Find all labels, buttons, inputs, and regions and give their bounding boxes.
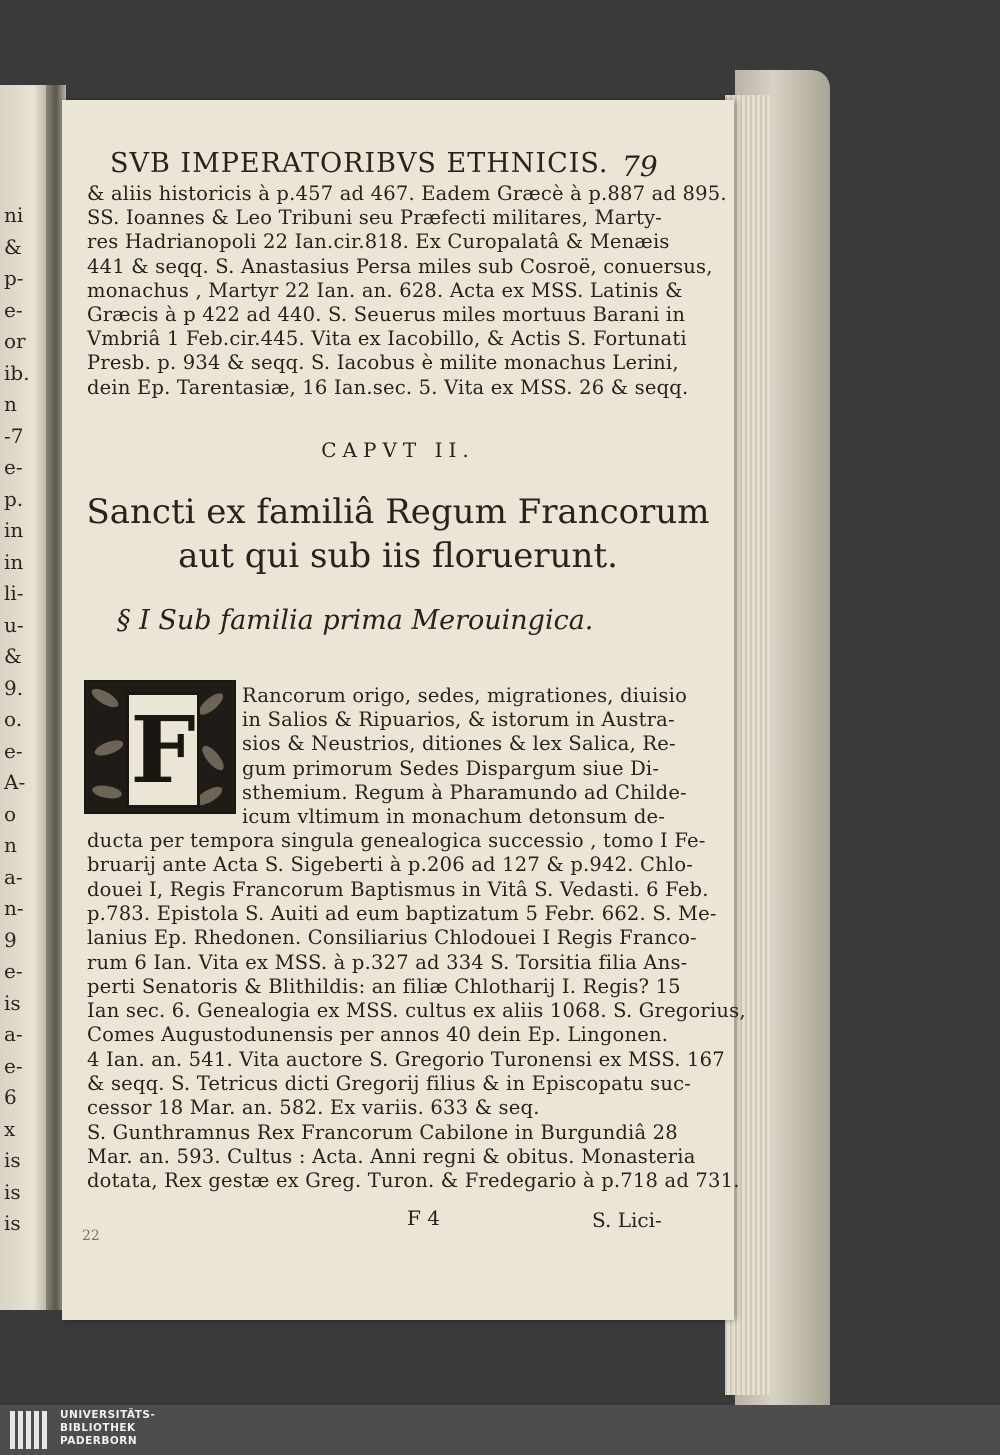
left-page-text-fragment: a- bbox=[4, 1022, 23, 1046]
left-page-text-fragment: a- bbox=[4, 864, 23, 889]
left-page-fragment bbox=[0, 85, 48, 1310]
left-page-text-fragment: li- bbox=[4, 581, 24, 605]
left-page-text-fragment: in bbox=[4, 549, 24, 574]
left-page-text-fragment: p. bbox=[4, 486, 24, 511]
text-line: Vmbriâ 1 Feb.cir.445. Vita ex Iacobillo, & Actis S. Fortunati bbox=[87, 327, 687, 351]
text-line: res Hadrianopoli 22 Ian.cir.818. Ex Curopalatâ & Menæis bbox=[87, 230, 670, 254]
sheet-mark: 22 bbox=[82, 1228, 100, 1244]
text-line: ducta per tempora singula genealogica successio , tomo I Fe- bbox=[87, 829, 706, 852]
initial-text-line: icum vltimum in monachum detonsum de- bbox=[242, 805, 666, 828]
left-page-text-fragment: is bbox=[4, 1179, 21, 1204]
drop-initial-letter: F bbox=[126, 692, 200, 808]
text-line: & aliis historicis à p.457 ad 467. Eadem Græcè à p.887 ad 895. bbox=[87, 182, 727, 205]
chapter-title-line-1: Sancti ex familiâ Regum Francorum bbox=[86, 492, 710, 532]
left-page-text-fragment: p- bbox=[4, 266, 24, 290]
book-page bbox=[62, 100, 746, 1320]
text-line: douei I, Regis Francorum Baptismus in Vitâ S. Vedasti. 6 Feb. bbox=[87, 877, 709, 901]
left-page-text-fragment: -7 bbox=[4, 423, 24, 448]
initial-text-line: Rancorum origo, sedes, migrationes, diuisio bbox=[242, 684, 688, 707]
left-page-text-fragment: is bbox=[4, 1148, 21, 1172]
text-line: Græcis à p 422 ad 440. S. Seuerus miles mortuus Barani in bbox=[87, 303, 686, 326]
signature-mark: F 4 bbox=[407, 1206, 440, 1230]
text-line: perti Senatoris & Blithildis: an filiæ Chlotharij I. Regis? 15 bbox=[87, 974, 681, 998]
section-heading: § I Sub familia prima Merouingica. bbox=[117, 605, 594, 636]
text-line: Comes Augustodunensis per annos 40 dein Ep. Lingonen. bbox=[87, 1023, 669, 1047]
left-page-text-fragment: 6 bbox=[4, 1085, 17, 1109]
left-page-text-fragment: o bbox=[4, 801, 17, 826]
text-line: S. Gunthramnus Rex Francorum Cabilone in Burgundiâ 28 bbox=[87, 1120, 678, 1144]
library-name-line-3: PADERBORN bbox=[60, 1435, 138, 1447]
left-page-text-fragment: x bbox=[4, 1116, 16, 1141]
caput-heading: CAPVT II. bbox=[321, 438, 475, 462]
text-line: & seqq. S. Tetricus dicti Gregorij filius & in Episcopatu suc- bbox=[87, 1072, 692, 1095]
left-page-text-fragment: is bbox=[4, 990, 21, 1015]
library-footer bbox=[0, 1405, 1000, 1455]
left-page-text-fragment: or bbox=[4, 329, 26, 353]
left-page-text-fragment: & bbox=[4, 234, 22, 259]
left-page-text-fragment: e- bbox=[4, 1053, 23, 1078]
left-page-text-fragment: is bbox=[4, 1211, 21, 1235]
text-line: 441 & seqq. S. Anastasius Persa miles sub Cosroë, conuersus, bbox=[87, 254, 713, 278]
left-page-text-fragment: o. bbox=[4, 707, 23, 731]
left-page-text-fragment: n- bbox=[4, 896, 24, 920]
catchword: S. Lici- bbox=[592, 1208, 662, 1232]
left-page-text-fragment: ni bbox=[4, 203, 24, 227]
left-page-text-fragment: ib. bbox=[4, 360, 30, 385]
left-page-text-fragment: & bbox=[4, 644, 22, 668]
library-logo-icon bbox=[8, 1411, 52, 1451]
left-page-text-fragment: in bbox=[4, 518, 24, 542]
text-line: Presb. p. 934 & seqq. S. Iacobus è milite monachus Lerini, bbox=[87, 351, 679, 375]
left-page-text-fragment: e- bbox=[4, 297, 23, 322]
left-page-text-fragment: u- bbox=[4, 612, 24, 637]
library-name-line-1: UNIVERSITÄTS- bbox=[60, 1409, 156, 1421]
text-line: p.783. Epistola S. Auiti ad eum baptizatum 5 Febr. 662. S. Me- bbox=[87, 901, 717, 925]
running-head: SVB IMPERATORIBVS ETHNICIS. bbox=[110, 148, 609, 179]
left-page-text-fragment: n bbox=[4, 833, 17, 857]
text-line: dein Ep. Tarentasiæ, 16 Ian.sec. 5. Vita ex MSS. 26 & seqq. bbox=[87, 375, 689, 399]
library-name-line-2: BIBLIOTHEK bbox=[60, 1422, 136, 1434]
text-line: rum 6 Ian. Vita ex MSS. à p.327 ad 334 S. Torsitia filia Ans- bbox=[87, 950, 688, 974]
text-line: Ian sec. 6. Genealogia ex MSS. cultus ex aliis 1068. S. Gregorius, bbox=[87, 999, 746, 1023]
left-page-text-fragment: 9. bbox=[4, 675, 24, 700]
text-line: monachus , Martyr 22 Ian. an. 628. Acta ex MSS. Latinis & bbox=[87, 278, 683, 302]
left-page-text-fragment: A- bbox=[4, 770, 26, 794]
left-page-text-fragment: e- bbox=[4, 455, 23, 479]
text-line: 4 Ian. an. 541. Vita auctore S. Gregorio Turonensi ex MSS. 167 bbox=[87, 1047, 725, 1071]
text-line: bruarij ante Acta S. Sigeberti à p.206 ad 127 & p.942. Chlo- bbox=[87, 853, 694, 877]
chapter-title-line-2: aut qui sub iis floruerunt. bbox=[178, 536, 618, 576]
left-page-text-fragment: n bbox=[4, 392, 17, 416]
initial-text-line: gum primorum Sedes Dispargum siue Di- bbox=[242, 756, 660, 780]
text-line: dotata, Rex gestæ ex Greg. Turon. & Fredegario à p.718 ad 731. bbox=[87, 1169, 740, 1193]
text-line: cessor 18 Mar. an. 582. Ex variis. 633 & seq. bbox=[87, 1096, 540, 1120]
left-page-text-fragment: e- bbox=[4, 738, 23, 763]
page-number: 79 bbox=[622, 150, 658, 183]
initial-text-line: sios & Neustrios, ditiones & lex Salica, Re- bbox=[242, 732, 676, 756]
left-page-text-fragment: e- bbox=[4, 959, 23, 983]
text-line: SS. Ioannes & Leo Tribuni seu Præfecti militares, Marty- bbox=[87, 206, 663, 230]
initial-text-line: sthemium. Regum à Pharamundo ad Childe- bbox=[242, 780, 687, 804]
text-line: lanius Ep. Rhedonen. Consiliarius Chlodouei I Regis Franco- bbox=[87, 926, 697, 950]
initial-text-line: in Salios & Ripuarios, & istorum in Austra- bbox=[242, 708, 675, 732]
left-page-text-fragment: 9 bbox=[4, 927, 17, 952]
library-name bbox=[60, 1409, 155, 1448]
text-line: Mar. an. 593. Cultus : Acta. Anni regni & obitus. Monasteria bbox=[87, 1144, 696, 1168]
decorated-initial bbox=[84, 680, 236, 814]
